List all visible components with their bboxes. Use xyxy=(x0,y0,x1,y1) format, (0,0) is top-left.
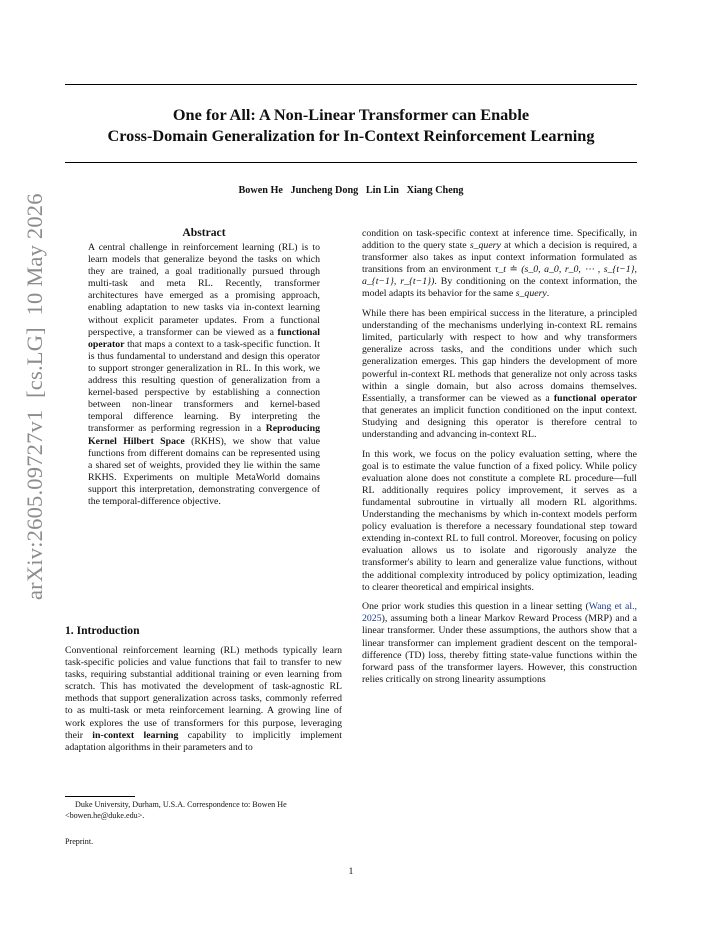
rc-p2-text-1: While there has been empirical success in the literature, a principled understanding of the mechanisms underlying in-context RL remains limited, particularly with respect to how and why transformers generalize across tasks, and the conditions under which such generalization emerges. This gap hinders the development of more powerful in-context RL methods that generalize not only across tasks within a single domain, but also across domains themselves. Essentially, a transformer can be viewed as a xyxy=(362,308,637,404)
footnote-affiliation: Duke University, Durham, U.S.A. Correspondence to: Bowen He <bowen.he@duke.edu>. xyxy=(65,800,287,820)
rc-p2-text-2: that generates an implicit function conditioned on the input context. Studying and designing this operator is therefore central to understanding and advancing in-context RL. xyxy=(362,404,637,440)
intro-bold-1: in-context learning xyxy=(92,729,179,741)
math-s-query: s_query xyxy=(469,240,501,252)
right-paragraph-3: In this work, we focus on the policy evaluation setting, where the goal is to estimate the value function of a fixed policy. While policy evaluation alone does not constitute a complete RL procedure—full RL additionally requires policy improvement, it serves as a fundamental subroutine in virtually all modern RL algorithms. Understanding the mechanisms by which in-context models perform policy evaluation is therefore a necessary foundational step toward extending in-context RL to full control. Moreover, focusing on policy evaluation allows us to isolate and rigorously analyze the transformer's ability to learn and generalize value functions, without the additional complexity introduced by policy optimization, leading to clearer theoretical and empirical insights. xyxy=(362,448,637,593)
right-paragraph-2 xyxy=(362,308,637,441)
introduction-heading: 1. Introduction xyxy=(65,624,140,637)
rc-p1-text-4: . xyxy=(546,288,550,300)
abstract-bold-2: Reproducing Kernel Hilbert Space xyxy=(88,423,320,447)
paper-title xyxy=(65,104,637,146)
citation-link[interactable]: Wang et al., 2025 xyxy=(362,601,638,625)
author-list: Bowen He Juncheng Dong Lin Lin Xiang Cheng xyxy=(238,185,464,196)
rc-p1-text-3: . By conditioning on the context information, the model adapts its behavior for the same xyxy=(362,276,637,300)
abstract-heading: Abstract xyxy=(182,226,226,239)
math-s-query-2: s_query xyxy=(515,288,547,300)
footnote xyxy=(65,799,342,821)
rc-p1-text-1: condition on task-specific context at inference time. Specifically, in addition to the query state xyxy=(362,228,637,252)
title-rule-bottom xyxy=(65,162,637,163)
rc-p2-bold: functional operator xyxy=(553,392,637,404)
title-line-2: Cross-Domain Generalization for In-Context Reinforcement Learning xyxy=(107,126,595,145)
preprint-label: Preprint. xyxy=(65,837,94,846)
arxiv-stamp: arXiv:2605.09727v1 [cs.LG] 10 May 2026 xyxy=(22,193,47,600)
footnote-rule xyxy=(65,796,135,797)
abstract-bold-1: functional operator xyxy=(88,326,320,350)
rc-p4-text-2: ), assuming both a linear Markov Reward Process (MRP) and a linear transformer. Under these assumptions, the authors show that a linear transformer can implement gradient descent on the temporal-difference (TD) loss, thereby fitting state-value functions within the forward pass of the transformer layers. However, this construction relies critically on strong linearity assumptions xyxy=(362,613,637,685)
right-paragraph-1 xyxy=(362,228,637,301)
intro-text-1: Conventional reinforcement learning (RL) methods typically learn task-specific policies and value functions that fail to transfer to new tasks, requiring substantial additional training or even learning from scratch. This has motivated the development of task-agnostic RL methods that support generalization across tasks, commonly referred to as multi-task or meta reinforcement learning. A growing line of work explores the use of transformers for this purpose, leveraging their xyxy=(65,645,342,741)
abstract-paragraph xyxy=(88,242,320,508)
intro-text-2: capability to implicitly implement adaptation algorithms in their parameters and to xyxy=(65,729,342,753)
title-rule-top xyxy=(65,84,637,85)
right-paragraph-4 xyxy=(362,601,637,686)
introduction-body xyxy=(65,645,342,754)
abstract-text-3: (RKHS), we show that value functions from different domains can be represented using a shared set of weights, provided they lie within the same RKHS. Experiments on multiple MetaWorld domains support this interpretation, demonstrating convergence of the temporal-difference objective. xyxy=(88,435,320,507)
title-line-1: One for All: A Non-Linear Transformer can Enable xyxy=(172,105,530,124)
abstract-text-2: that maps a context to a task-specific function. It is thus fundamental to understand and design this operator to support stronger generalization in RL. In this work, we address this resulting question of generalization from a kernel-based perspective by establishing a connection between non-linear transformers and kernel-based temporal difference learning. By interpreting the transformer as performing regression in a xyxy=(88,338,320,435)
right-column xyxy=(362,228,637,686)
page-number: 1 xyxy=(348,866,354,877)
rc-p4-text-1: One prior work studies this question in a linear setting ( xyxy=(362,601,589,613)
rc-p1-text-2: at which a decision is required, a transformer also takes as input context information formulated as transitions from an environment xyxy=(362,240,638,276)
abstract-body xyxy=(88,242,320,508)
math-context-tau: τ_t ≐ (s_0, a_0, r_0, ⋯ , s_{t−1}, a_{t−1}, r_{t−1}) xyxy=(362,264,638,288)
introduction-paragraph xyxy=(65,645,342,754)
abstract-text-1: A central challenge in reinforcement learning (RL) is to learn models that generalize beyond the tasks on which they are trained, a goal traditionally pursued through multi-task and meta RL. Recently, transformer architectures have emerged as a promising approach, enabling adaptation to new tasks via in-context learning without explicit parameter updates. From a functional perspective, a transformer can be viewed as a xyxy=(88,242,320,338)
